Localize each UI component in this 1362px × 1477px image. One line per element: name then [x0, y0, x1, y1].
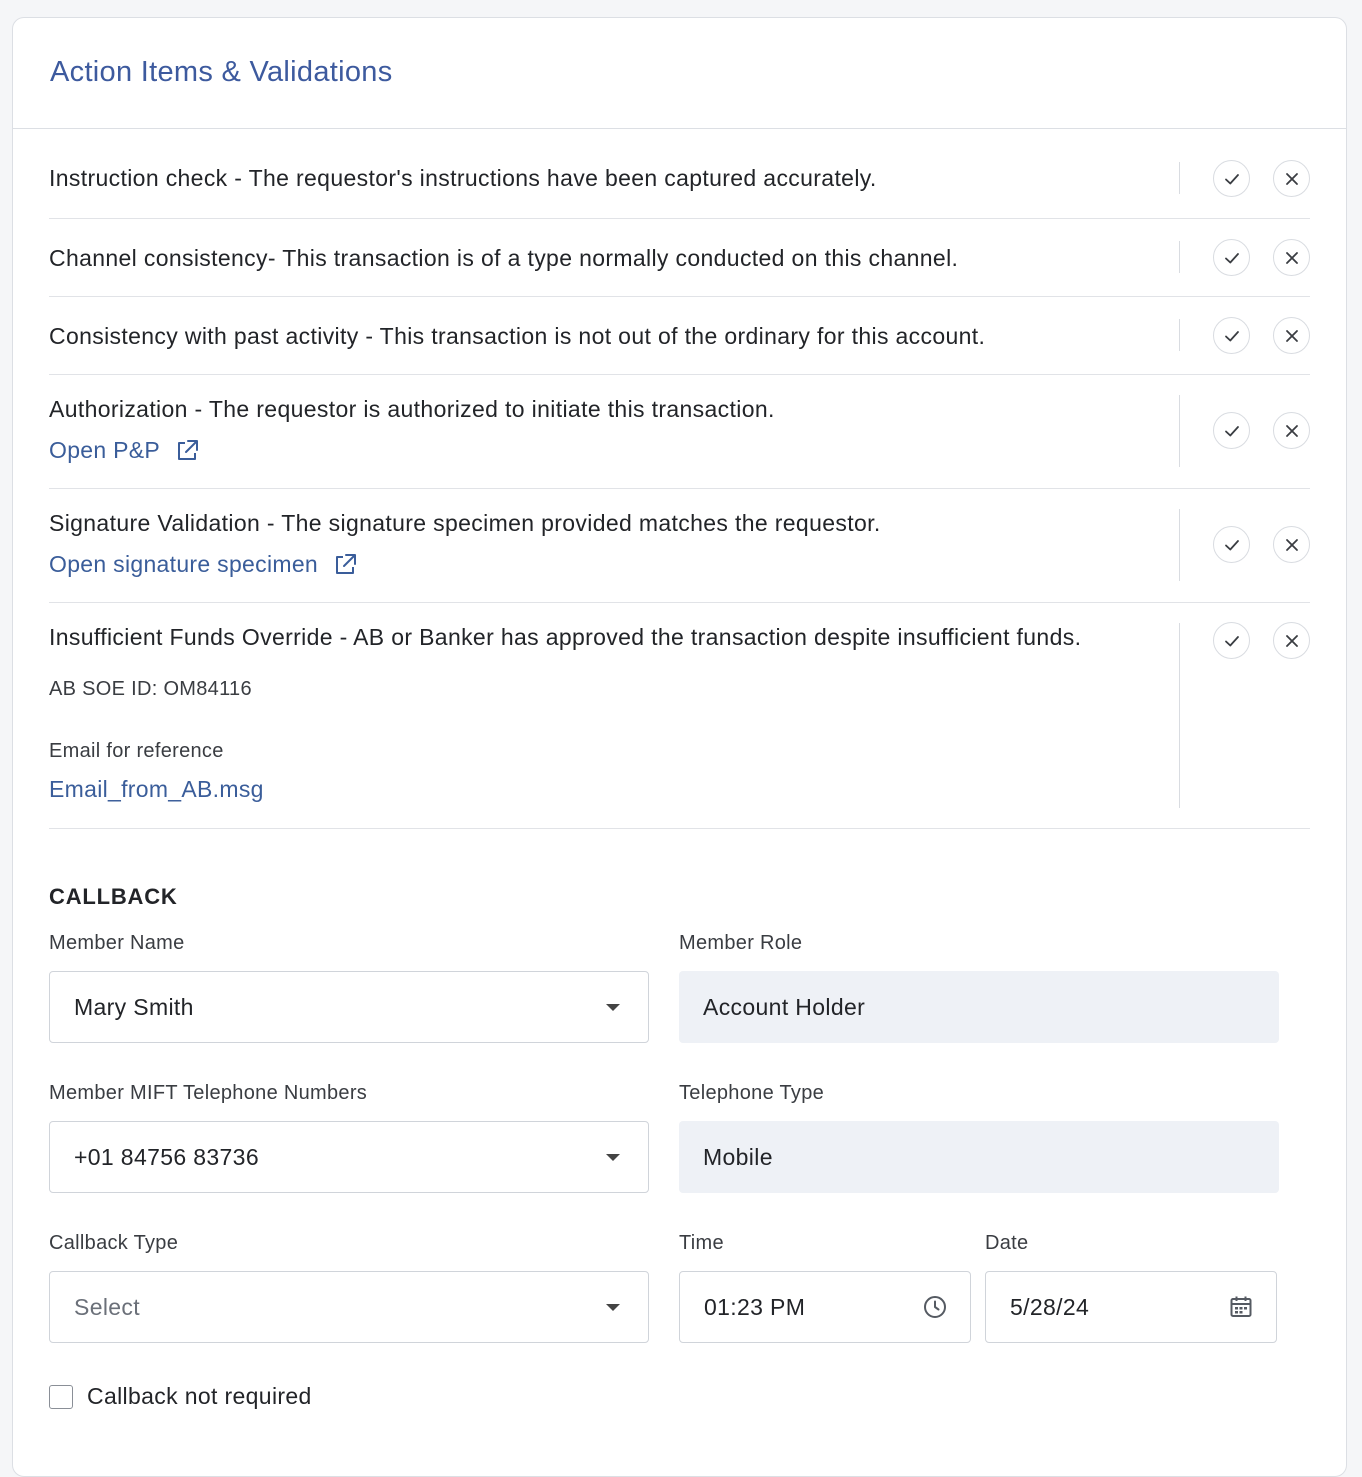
external-link-icon	[332, 552, 358, 578]
close-icon	[1282, 248, 1302, 268]
approve-button[interactable]	[1213, 160, 1250, 197]
time-value: 01:23 PM	[704, 1293, 806, 1320]
callback-type-label: Callback Type	[49, 1232, 179, 1254]
check-icon	[1222, 631, 1242, 651]
list-item	[49, 129, 1310, 219]
divider	[1179, 509, 1180, 581]
callback-section	[13, 884, 1346, 1410]
reject-button[interactable]	[1273, 412, 1310, 449]
calendar-icon[interactable]	[1228, 1294, 1254, 1320]
item-text: Consistency with past activity - This transaction is not out of the ordinary for this account.	[49, 323, 986, 349]
open-pp-link[interactable]	[49, 437, 200, 464]
approve-button[interactable]	[1213, 526, 1250, 563]
item-text: Insufficient Funds Override - AB or Banker has approved the transaction despite insufficient funds.	[49, 624, 1082, 650]
telephone-type-field	[679, 1121, 1279, 1193]
approve-button[interactable]	[1213, 412, 1250, 449]
item-text: Channel consistency- This transaction is of a type normally conducted on this channel.	[49, 245, 959, 271]
item-text: Signature Validation - The signature specimen provided matches the requestor.	[49, 510, 881, 536]
date-label: Date	[985, 1232, 1029, 1254]
date-input[interactable]	[985, 1271, 1277, 1343]
close-icon	[1282, 535, 1302, 555]
approve-button[interactable]	[1213, 622, 1250, 659]
action-items-card	[12, 17, 1347, 1477]
reject-button[interactable]	[1273, 622, 1310, 659]
phone-number-select[interactable]	[49, 1121, 649, 1193]
member-role-value: Account Holder	[703, 993, 866, 1020]
list-item	[49, 489, 1310, 603]
check-icon	[1222, 535, 1242, 555]
time-label: Time	[679, 1232, 724, 1254]
item-text: Instruction check - The requestor's instructions have been captured accurately.	[49, 165, 877, 191]
card-header	[13, 18, 1346, 129]
divider	[1179, 623, 1180, 808]
divider	[1179, 241, 1180, 273]
member-name-label: Member Name	[49, 932, 185, 954]
caret-down-icon	[606, 1004, 620, 1011]
list-item	[49, 219, 1310, 297]
callback-title: CALLBACK	[49, 884, 178, 909]
email-attachment-link[interactable]: Email_from_AB.msg	[49, 776, 264, 802]
phone-number-value: +01 84756 83736	[74, 1143, 259, 1170]
phone-label: Member MIFT Telephone Numbers	[49, 1082, 368, 1104]
divider	[1179, 162, 1180, 194]
check-icon	[1222, 169, 1242, 189]
link-label: Open P&P	[49, 437, 161, 463]
time-input[interactable]	[679, 1271, 971, 1343]
list-item	[49, 603, 1310, 829]
list-item	[49, 297, 1310, 375]
callback-not-required-label[interactable]: Callback not required	[87, 1383, 312, 1409]
telephone-type-label: Telephone Type	[679, 1082, 825, 1104]
reject-button[interactable]	[1273, 239, 1310, 276]
caret-down-icon	[606, 1304, 620, 1311]
callback-not-required-checkbox[interactable]	[49, 1385, 73, 1409]
reject-button[interactable]	[1273, 317, 1310, 354]
member-name-select[interactable]	[49, 971, 649, 1043]
approve-button[interactable]	[1213, 317, 1250, 354]
telephone-type-value: Mobile	[703, 1143, 773, 1170]
reject-button[interactable]	[1273, 526, 1310, 563]
reject-button[interactable]	[1273, 160, 1310, 197]
close-icon	[1282, 421, 1302, 441]
approve-button[interactable]	[1213, 239, 1250, 276]
page-title: Action Items & Validations	[50, 55, 393, 88]
close-icon	[1282, 631, 1302, 651]
member-role-field	[679, 971, 1279, 1043]
item-text: Authorization - The requestor is authorized to initiate this transaction.	[49, 396, 775, 422]
close-icon	[1282, 169, 1302, 189]
link-label: Open signature specimen	[49, 551, 318, 577]
clock-icon[interactable]	[922, 1294, 948, 1320]
check-icon	[1222, 248, 1242, 268]
open-signature-specimen-link[interactable]	[49, 551, 358, 578]
callback-type-placeholder: Select	[74, 1293, 141, 1320]
divider	[1179, 395, 1180, 467]
date-value: 5/28/24	[1010, 1293, 1090, 1320]
action-items-list	[13, 129, 1346, 829]
divider	[1179, 319, 1180, 351]
soe-id: AB SOE ID: OM84116	[49, 678, 252, 700]
member-role-label: Member Role	[679, 932, 803, 954]
caret-down-icon	[606, 1154, 620, 1161]
external-link-icon	[174, 438, 200, 464]
list-item	[49, 375, 1310, 489]
email-reference-label: Email for reference	[49, 740, 224, 762]
callback-not-required-row	[49, 1383, 1310, 1410]
callback-type-select[interactable]	[49, 1271, 649, 1343]
check-icon	[1222, 326, 1242, 346]
member-name-value: Mary Smith	[74, 993, 194, 1020]
check-icon	[1222, 421, 1242, 441]
close-icon	[1282, 326, 1302, 346]
